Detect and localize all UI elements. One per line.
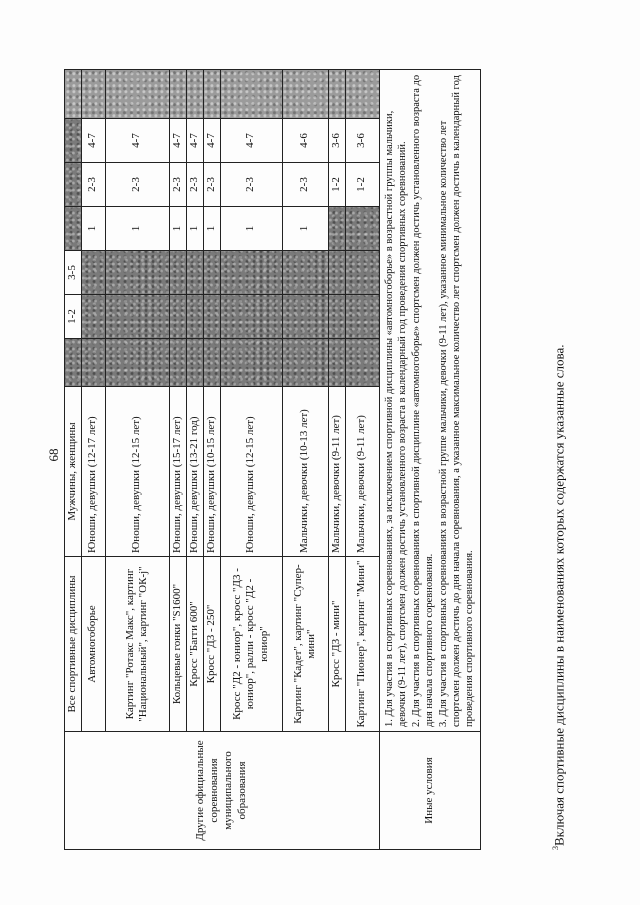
shaded-cell xyxy=(169,295,186,339)
header-shaded-cell xyxy=(65,70,82,119)
place-cell: 4-7 xyxy=(186,119,203,163)
shaded-cell xyxy=(105,339,169,387)
place-cell: 1 xyxy=(203,207,220,251)
note-3: 3. Для участия в спортивных соревнованиях в возрастной группе мальчики, девочки (9-11 лет), указанное минимальное количество лет спортсмен должен достичь до дня начала соревнования, а указанное максимальное количество лет спортсмен должен достичь в календарный год проведения спортивного соревнования. xyxy=(437,75,476,727)
shaded-cell xyxy=(282,295,328,339)
discipline-cell: Картинг "Кадет", картинг "Супер-мини" xyxy=(282,557,328,732)
header-shaded-cell xyxy=(65,119,82,163)
place-cell: 2-3 xyxy=(186,163,203,207)
shaded-cell xyxy=(203,70,220,119)
place-cell: 1 xyxy=(169,207,186,251)
group-cell: Юноши, девушки (13-21 год) xyxy=(186,387,203,557)
shaded-cell xyxy=(220,295,282,339)
place-cell: 4-7 xyxy=(105,119,169,163)
note-1: 1. Для участия в спортивных соревнованиях, за исключением спортивной дисциплины «автомногоборье» в возрастной группы мальчики, девочки (9-11 лет), спортсмен должен достичь установленного возраста в календарный год проведения спортивных соревнований. xyxy=(383,110,409,727)
shaded-cell xyxy=(328,70,345,119)
place-cell: 3-6 xyxy=(328,119,345,163)
other-conditions-row xyxy=(379,70,480,850)
group-cell: Юноши, девушки (10-15 лет) xyxy=(203,387,220,557)
place-cell: 1 xyxy=(220,207,282,251)
section-label: Другие официальные соревнования муниципального образования xyxy=(194,740,248,841)
shaded-cell xyxy=(81,251,105,295)
shaded-cell xyxy=(345,207,379,251)
group-cell: Мальчики, девочки (9-11 лет) xyxy=(345,387,379,557)
discipline-cell: Картинг "Ротакс Макс", картинг "Национальный", картинг "ОК-j" xyxy=(105,557,169,732)
shaded-cell xyxy=(203,251,220,295)
discipline-cell: Автомногоборье xyxy=(81,557,105,732)
rotated-document xyxy=(46,50,606,860)
place-cell: 2-3 xyxy=(81,163,105,207)
place-cell: 4-7 xyxy=(169,119,186,163)
shaded-cell xyxy=(282,251,328,295)
footnote-text: Включая спортивные дисциплины в наименованиях которых содержатся указанные слова. xyxy=(551,344,567,846)
group-cell: Юноши, девушки (12-15 лет) xyxy=(220,387,282,557)
group-cell: Мальчики, девочки (9-11 лет) xyxy=(328,387,345,557)
table-header-row xyxy=(65,70,82,850)
place-cell: 4-6 xyxy=(282,119,328,163)
discipline-cell: Кросс "Д3 - 250" xyxy=(203,557,220,732)
shaded-cell xyxy=(81,295,105,339)
shaded-cell xyxy=(328,339,345,387)
place-cell: 1-2 xyxy=(328,163,345,207)
shaded-cell xyxy=(186,339,203,387)
results-table xyxy=(64,69,481,850)
place-cell: 2-3 xyxy=(203,163,220,207)
group-cell: Юноши, девушки (12-17 лет) xyxy=(81,387,105,557)
place-cell: 3-6 xyxy=(345,119,379,163)
place-cell: 1 xyxy=(105,207,169,251)
shaded-cell xyxy=(81,339,105,387)
group-cell: Юноши, девушки (12-15 лет) xyxy=(105,387,169,557)
header-range-2: 3-5 xyxy=(65,251,82,295)
shaded-cell xyxy=(186,295,203,339)
other-conditions-label: Иные условия xyxy=(379,732,480,850)
page-number: 68 xyxy=(46,448,61,462)
place-cell: 4-7 xyxy=(220,119,282,163)
place-cell: 2-3 xyxy=(105,163,169,207)
shaded-cell xyxy=(169,70,186,119)
discipline-cell: Кросс "Д2 - юниор", кросс "Д3 - юниор", ралли - кросс "Д2 - юниор" xyxy=(220,557,282,732)
footnote xyxy=(551,70,567,850)
shaded-cell xyxy=(328,207,345,251)
place-cell: 2-3 xyxy=(169,163,186,207)
shaded-cell xyxy=(186,251,203,295)
place-cell: 2-3 xyxy=(220,163,282,207)
group-cell: Юноши, девушки (15-17 лет) xyxy=(169,387,186,557)
note-2: 2. Для участия в спортивных соревнованиях в спортивной дисциплине «автомногоборье» спортсмен должен достичь установленного возраста до дня начала спортивного соревнования. xyxy=(410,74,436,727)
shaded-cell xyxy=(282,339,328,387)
shaded-cell xyxy=(220,339,282,387)
place-cell: 1 xyxy=(81,207,105,251)
section-label-cell xyxy=(65,732,380,850)
shaded-cell xyxy=(282,70,328,119)
shaded-cell xyxy=(203,339,220,387)
discipline-cell: Кросс "Д3 - мини" xyxy=(328,557,345,732)
place-cell: 4-7 xyxy=(203,119,220,163)
discipline-cell: Картинг "Пионер", картинг "Мини" xyxy=(345,557,379,732)
shaded-cell xyxy=(169,339,186,387)
place-cell: 4-7 xyxy=(81,119,105,163)
shaded-cell xyxy=(328,251,345,295)
header-shaded-cell xyxy=(65,339,82,387)
shaded-cell xyxy=(220,70,282,119)
header-disciplines: Все спортивные дисциплины xyxy=(65,557,82,732)
shaded-cell xyxy=(328,295,345,339)
shaded-cell xyxy=(186,70,203,119)
shaded-cell xyxy=(105,295,169,339)
shaded-cell xyxy=(169,251,186,295)
shaded-cell xyxy=(105,251,169,295)
place-cell: 1 xyxy=(186,207,203,251)
discipline-cell: Кольцевые гонки "S1600" xyxy=(169,557,186,732)
shaded-cell xyxy=(345,251,379,295)
discipline-cell: Кросс "Багги 600" xyxy=(186,557,203,732)
place-cell: 1 xyxy=(282,207,328,251)
place-cell: 2-3 xyxy=(282,163,328,207)
header-gender: Мужчины, женщины xyxy=(65,387,82,557)
shaded-cell xyxy=(81,70,105,119)
shaded-cell xyxy=(220,251,282,295)
shaded-cell xyxy=(203,295,220,339)
shaded-cell xyxy=(105,70,169,119)
conditions-notes xyxy=(379,70,480,732)
shaded-cell xyxy=(345,70,379,119)
place-cell: 1-2 xyxy=(345,163,379,207)
header-range-1: 1-2 xyxy=(65,295,82,339)
shaded-cell xyxy=(345,339,379,387)
header-shaded-cell xyxy=(65,207,82,251)
footnote-marker: 3 xyxy=(551,846,560,850)
group-cell: Мальчики, девочки (10-13 лет) xyxy=(282,387,328,557)
shaded-cell xyxy=(345,295,379,339)
header-shaded-cell xyxy=(65,163,82,207)
